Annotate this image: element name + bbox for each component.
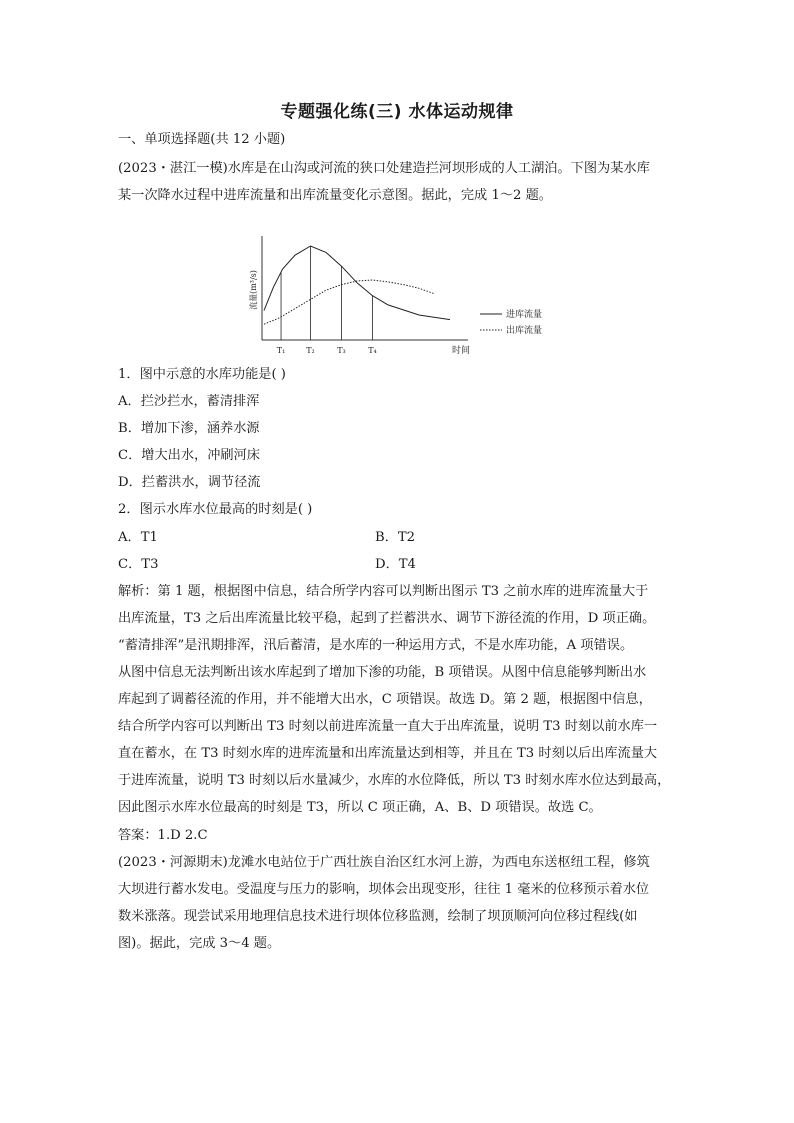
analysis-line-8: 于进库流量，说明 T3 时刻以后水量减少，水库的水位降低，所以 T3 时刻水库水位达到最高， xyxy=(118,773,671,788)
x-tick-labels xyxy=(277,346,377,355)
q2-option-c: C．T3 xyxy=(118,557,159,572)
analysis-line-6: 结合所学内容可以判断出 T3 时刻以前进库流量一直大于出库流量，说明 T3 时刻以前水库一 xyxy=(118,719,658,734)
analysis-line-4: 从图中信息无法判断出该水库起到了增加下渗的功能，B 项错误。从图中信息能够判断出水 xyxy=(118,665,647,680)
analysis-line-9: 因此图示水库水位最高的时刻是 T3，所以 C 项正确，A、B、D 项错误。故选 C。 xyxy=(118,800,602,815)
q1-option-c: C．增大出水，冲刷河床 xyxy=(118,448,260,463)
q1-option-d: D．拦蓄洪水，调节径流 xyxy=(118,475,261,490)
flow-chart xyxy=(240,232,570,360)
q1-stem: 1．图中示意的水库功能是( ) xyxy=(118,367,286,382)
legend-entry-inflow: 进库流量 xyxy=(506,310,543,320)
q2-option-d: D．T4 xyxy=(375,557,416,572)
analysis-line-5: 库起到了调蓄径流的作用，并不能增大出水，C 项错误。故选 D。第 2 题，根据图中信息， xyxy=(118,692,652,707)
q2-option-b: B．T2 xyxy=(375,530,416,545)
section-heading: 一、单项选择题(共 12 小题) xyxy=(118,132,286,147)
x-axis-label: 时间 xyxy=(452,346,471,356)
time-markers xyxy=(281,246,372,340)
chart-legend xyxy=(480,308,542,336)
group2-intro-line-3: 数米涨落。现尝试采用地理信息技术进行坝体位移监测，绘制了坝顶顺河向位移过程线(如 xyxy=(118,909,638,924)
analysis-line-1: 解析：第 1 题，根据图中信息，结合所学内容可以判断出图示 T3 之前水库的进库流量大于 xyxy=(118,584,649,599)
group2-intro-line-4: 图)。据此，完成 3～4 题。 xyxy=(118,936,281,951)
q1-option-a: A．拦沙拦水，蓄清排浑 xyxy=(118,394,260,409)
series-line-outflow xyxy=(264,280,435,324)
legend-entry-outflow: 出库流量 xyxy=(506,326,543,336)
group2-intro-line-2: 大坝进行蓄水发电。受温度与压力的影响，坝体会出现变形，往往 1 毫米的位移预示着水位 xyxy=(118,882,650,897)
page-title: 专题强化练(三) 水体运动规律 xyxy=(280,102,514,122)
q2-stem: 2．图示水库水位最高的时刻是( ) xyxy=(118,502,313,517)
series-line-inflow xyxy=(264,246,450,320)
analysis-line-3: “蓄清排浑”是汛期排浑，汛后蓄清，是水库的一种运用方式，不是水库功能，A 项错误。 xyxy=(118,638,634,653)
y-axis-label: 流量(m³/s) xyxy=(249,270,258,310)
x-tick-label-t1: T₁ xyxy=(276,346,286,355)
x-tick-label-t4: T₄ xyxy=(368,346,377,355)
series-layer xyxy=(264,246,450,324)
group2-intro-line-1: (2023・河源期末)龙滩水电站位于广西壮族自治区红水河上游，为西电东送枢纽工程，修筑 xyxy=(118,855,650,870)
q2-option-a: A．T1 xyxy=(118,530,158,545)
q1-option-b: B．增加下渗，涵养水源 xyxy=(118,421,260,436)
x-tick-label-t2: T₂ xyxy=(306,346,315,355)
x-tick-label-t3: T₃ xyxy=(337,346,346,355)
analysis-line-7: 直在蓄水，在 T3 时刻水库的进库流量和出库流量达到相等，并且在 T3 时刻以后出库流量大 xyxy=(118,746,658,761)
group1-intro-line-2: 某一次降水过程中进库流量和出库流量变化示意图。据此，完成 1～2 题。 xyxy=(118,188,552,203)
analysis-line-2: 出库流量，T3 之后出库流量比较平稳，起到了拦蓄洪水、调节下游径流的作用，D 项正确。 xyxy=(118,611,656,626)
group1-intro-line-1: (2023・湛江一模)水库是在山沟或河流的狭口处建造拦河坝形成的人工湖泊。下图为某水库 xyxy=(118,161,650,176)
answer-line: 答案：1.D 2.C xyxy=(118,828,208,843)
chart-axes xyxy=(262,236,468,340)
